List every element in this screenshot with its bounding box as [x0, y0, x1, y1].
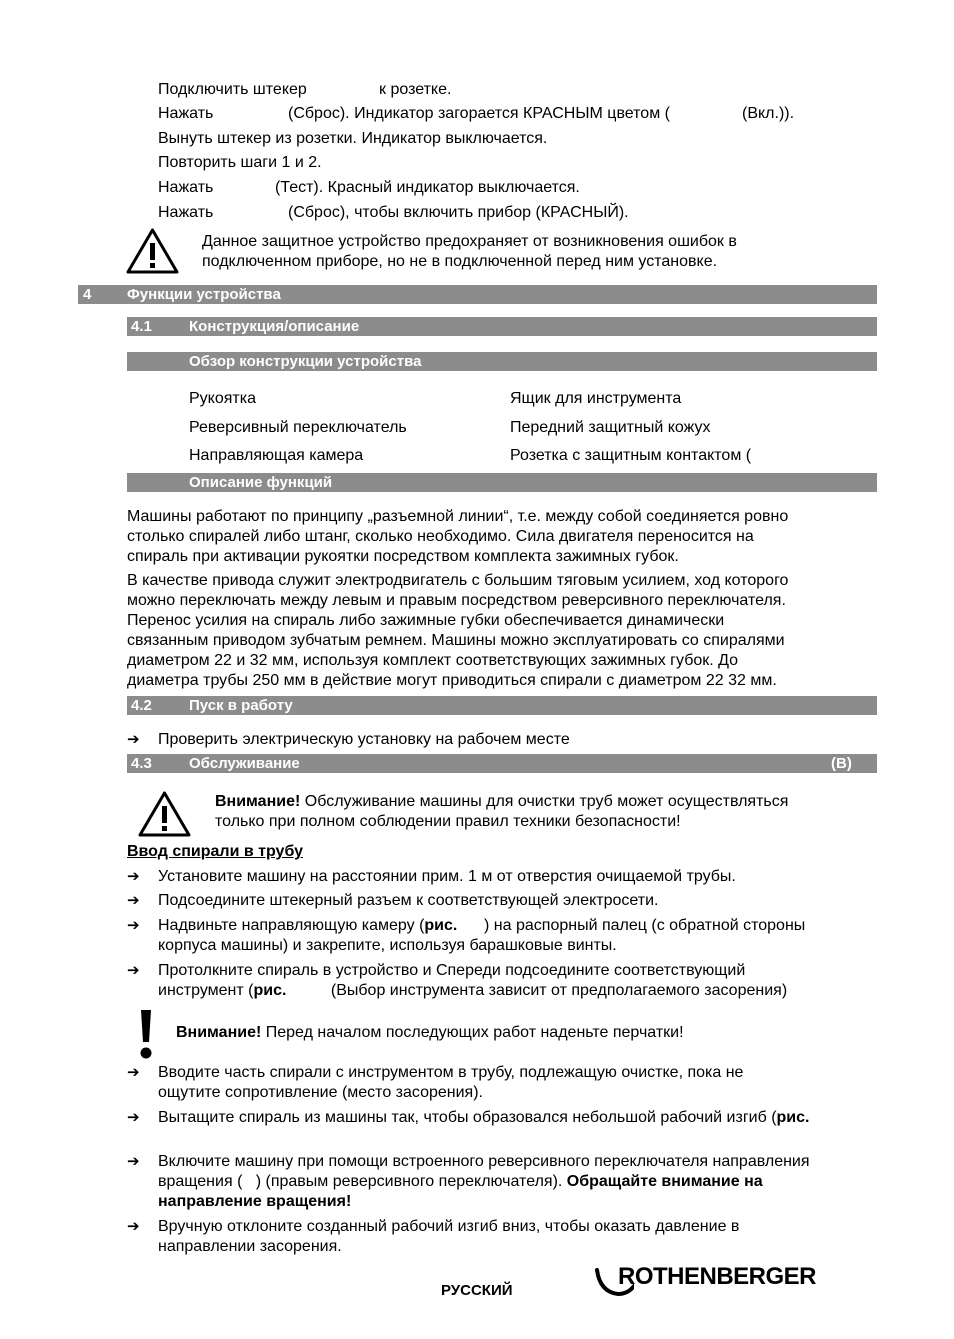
arrow-icon: ➔ — [127, 892, 140, 909]
text-segment: инструмент ( — [158, 982, 254, 999]
component-item: Реверсивный переключатель — [189, 419, 407, 436]
arrow-icon: ➔ — [127, 731, 140, 748]
maintenance-warning — [215, 792, 788, 832]
figure-ref: рис. — [253, 982, 287, 999]
arrow-icon: ➔ — [127, 868, 140, 885]
section-title: Конструкция/описание — [189, 318, 360, 335]
text-segment: Вытащите спираль из машины так, чтобы образовался небольшой рабочий изгиб ( — [158, 1109, 777, 1126]
step-text: Повторить шаги 1 и 2. — [158, 154, 322, 171]
text-segment: (Выбор инструмента зависит от предполагаемого засорения) — [286, 982, 788, 999]
step-text: к розетке. — [379, 81, 452, 98]
warning-line: подключенном приборе, но не в подключенной перед ним установке. — [202, 253, 718, 270]
section-number: 4.1 — [131, 318, 152, 335]
arrow-icon: ➔ — [127, 1109, 140, 1126]
text-line: корпуса машины) и закрепите, используя барашковые винты. — [158, 937, 617, 954]
bullet-item — [158, 1108, 809, 1128]
warning-text: Перед началом последующих работ наденьте перчатки! — [261, 1024, 684, 1041]
footer-language: РУССКИЙ — [441, 1282, 513, 1299]
step-text: (Тест). Красный индикатор выключается. — [275, 179, 580, 196]
bullet-item: Установите машину на расстоянии прим. 1 м от отверстия очищаемой трубы. — [158, 868, 736, 885]
text-line: Включите машину при помощи встроенного реверсивного переключателя направления — [158, 1153, 810, 1170]
bullet-item — [158, 916, 805, 956]
text-line: связанным приводом зубчатым ремнем. Машины можно эксплуатировать со спиралями — [127, 632, 785, 649]
warning-line: только при полном соблюдении правил техники безопасности! — [215, 813, 681, 830]
section-number: 4.2 — [131, 697, 152, 714]
step-text: Вынуть штекер из розетки. Индикатор выключается. — [158, 130, 548, 147]
description-paragraph-2 — [127, 571, 872, 691]
arrow-icon: ➔ — [127, 1218, 140, 1235]
emphasis: направление вращения! — [158, 1193, 352, 1210]
exclamation-icon — [138, 1008, 154, 1060]
section-number: 4.3 — [131, 755, 152, 772]
bullet-item — [158, 1063, 743, 1103]
section-title: Описание функций — [189, 474, 333, 491]
section-title: Функции устройства — [127, 286, 281, 303]
text-line: Вводите часть спирали с инструментом в трубу, подлежащую очистке, пока не — [158, 1064, 744, 1081]
text-segment: Надвиньте направляющую камеру ( — [158, 917, 425, 934]
text-segment: вращения ( ) (правым реверсивного переключателя). — [158, 1173, 567, 1190]
section-4-heading — [78, 285, 877, 304]
component-item: Передний защитный кожух — [510, 419, 711, 436]
text-line: Протолкните спираль в устройство и Спереди подсоедините соответствующий — [158, 962, 746, 979]
step-text: Подключить штекер — [158, 81, 307, 98]
step-text: Нажать — [158, 179, 214, 196]
section-title: Пуск в работу — [189, 697, 293, 714]
emphasis: Обращайте внимание на — [566, 1173, 763, 1190]
section-4-1-heading — [127, 317, 877, 336]
subheading: Ввод спирали в трубу — [127, 843, 304, 860]
step-text: Нажать — [158, 105, 214, 122]
section-title: Обзор конструкции устройства — [189, 353, 422, 370]
component-item: Ящик для инструмента — [510, 390, 682, 407]
text-line: В качестве привода служит электродвигатель с большим тяговым усилием, ход которого — [127, 572, 789, 589]
arrow-icon: ➔ — [127, 917, 140, 934]
text-line: спираль при активации рукоятки посредством комплекта зажимных губок. — [127, 548, 679, 565]
startup-item: Проверить электрическую установку на рабочем месте — [158, 731, 570, 748]
text-segment: ) на распорный палец (с обратной стороны — [457, 917, 806, 934]
warning-text — [202, 232, 737, 272]
text-line: диаметром 22 и 32 мм, используя комплект соответствующих зажимных губок. До — [127, 652, 739, 669]
functions-heading — [127, 473, 877, 492]
bullet-item — [158, 1217, 739, 1257]
warning-label: Внимание! — [176, 1024, 262, 1041]
section-title: Обслуживание — [189, 755, 300, 772]
step-text: (Вкл.)). — [742, 105, 795, 122]
section-tag: (B) — [831, 755, 852, 772]
step-text: (Сброс). Индикатор загорается КРАСНЫМ цветом ( — [288, 105, 670, 122]
warning-line: Данное защитное устройство предохраняет от возникновения ошибок в — [202, 233, 737, 250]
text-line: направлении засорения. — [158, 1238, 342, 1255]
component-item: Направляющая камера — [189, 447, 364, 464]
warning-line: Обслуживание машины для очистки труб может осуществляться — [300, 793, 789, 810]
arrow-icon: ➔ — [127, 1064, 140, 1081]
warning-triangle-icon — [137, 790, 192, 838]
bullet-item — [158, 1152, 810, 1212]
warning-label: Внимание! — [215, 793, 301, 810]
text-line: Машины работают по принципу „разъемной линии“, т.е. между собой соединяется ровно — [127, 508, 789, 525]
text-line: Вручную отклоните созданный рабочий изгиб вниз, чтобы оказать давление в — [158, 1218, 740, 1235]
text-line: Перенос усилия на спираль либо зажимные губки обеспечивается динамически — [127, 612, 725, 629]
figure-ref: рис. — [424, 917, 458, 934]
overview-heading — [127, 352, 877, 371]
section-number: 4 — [83, 286, 92, 303]
component-item: Рукоятка — [189, 390, 256, 407]
arrow-icon: ➔ — [127, 1153, 140, 1170]
description-paragraph-1 — [127, 507, 872, 567]
text-line: можно переключать между левым и правым посредством реверсивного переключателя. — [127, 592, 786, 609]
section-4-2-heading — [127, 696, 877, 715]
figure-ref: рис. — [776, 1109, 810, 1126]
text-line: диаметра трубы 250 мм в действие могут приводиться спирали с диаметром 22 32 мм. — [127, 672, 777, 689]
arrow-icon: ➔ — [127, 962, 140, 979]
bullet-item — [158, 961, 787, 1001]
step-text: (Сброс), чтобы включить прибор (КРАСНЫЙ). — [288, 204, 629, 221]
glove-warning — [176, 1024, 684, 1042]
logo-text: ROTHENBERGER — [618, 1263, 817, 1290]
text-line: ощутите сопротивление (место засорения). — [158, 1084, 483, 1101]
step-text: Нажать — [158, 204, 214, 221]
section-4-3-heading — [127, 754, 877, 773]
text-line: столько спиралей либо штанг, сколько необходимо. Сила двигателя переносится на — [127, 528, 754, 545]
warning-triangle-icon — [125, 227, 180, 275]
bullet-item: Подсоедините штекерный разъем к соответствующей электросети. — [158, 892, 659, 909]
component-item: Розетка с защитным контактом ( — [510, 447, 752, 464]
